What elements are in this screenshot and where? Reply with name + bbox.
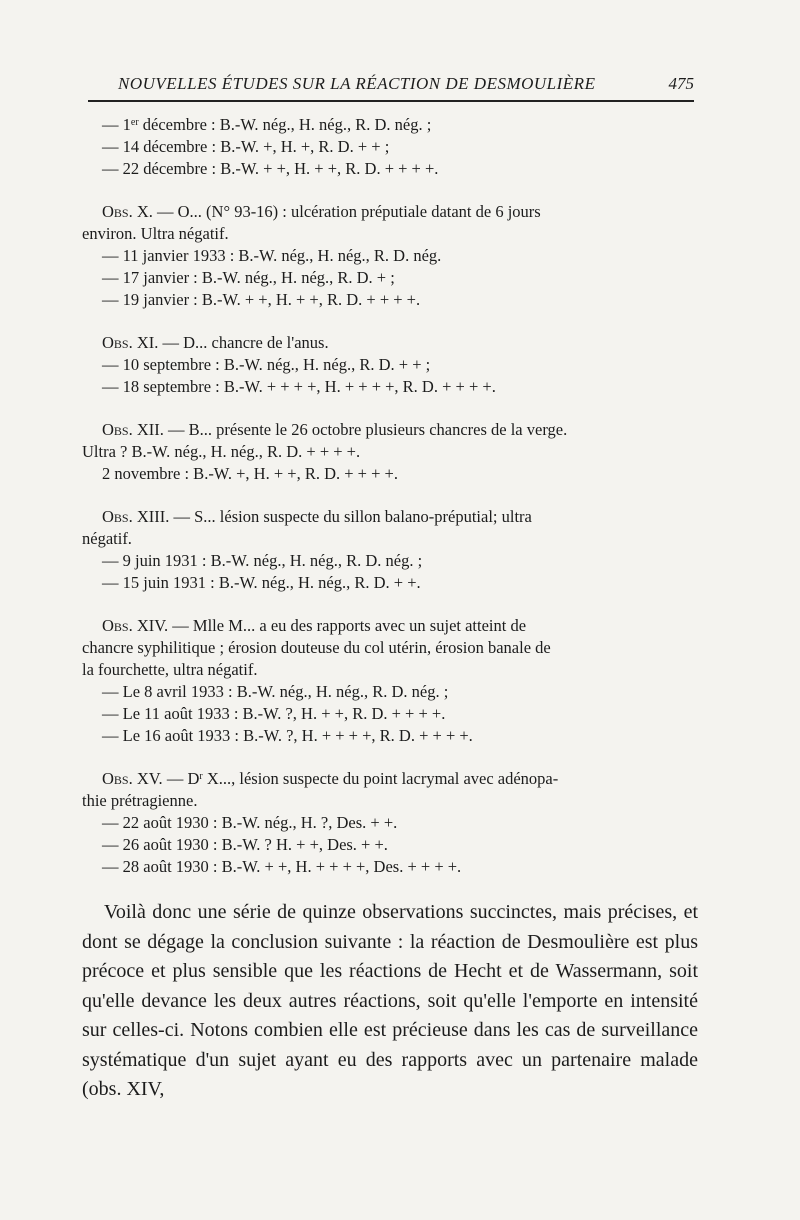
result-line: — 22 décembre : B.-W. + +, H. + +, R. D. + + + +. (102, 159, 439, 178)
observation-label: Obs. XV. (102, 769, 163, 788)
result-line: — 9 juin 1931 : B.-W. nég., H. nég., R. D. nég. ; (102, 551, 423, 570)
result-line: — 18 septembre : B.-W. + + + +, H. + + + +, R. D. + + + +. (102, 377, 496, 396)
observation-intro-cont: négatif. (82, 529, 132, 548)
observations (82, 114, 697, 899)
result-line: — 15 juin 1931 : B.-W. nég., H. nég., R. D. + +. (102, 573, 421, 592)
observation-xiv (82, 615, 697, 747)
observation-intro: Obs. XI. — D... chancre de l'anus. (102, 333, 329, 352)
observation-intro-cont: thie prétragienne. (82, 791, 198, 810)
result-line: — 14 décembre : B.-W. +, H. +, R. D. + + ; (102, 137, 390, 156)
observation-intro: Obs. XV. — $D^r$ X..., lésion suspecte du point lacrymal avec adénopa- (102, 769, 559, 788)
observation-label: Obs. XI. (102, 333, 159, 352)
result-line: — 19 janvier : B.-W. + +, H. + +, R. D. + + + +. (102, 290, 421, 309)
observation-intro: Obs. XIV. — Mlle M... a eu des rapports avec un sujet atteint de (102, 616, 527, 635)
observation-x (82, 201, 697, 311)
conclusion-paragraph: Voilà donc une série de quinze observations succinctes, mais précises, et dont se dégage la conclusion suivante : la réaction de Desmoulière est plus précoce et plus sensible que les réactions de Hecht et de Wassermann, soit qu'elle devance les deux autres réactions, soit qu'elle l'emporte en intensité sur celles-ci. Notons combien elle est précieuse dans les cas de surveillance systématique d'un sujet ayant eu des rapports avec un partenaire malade (obs. XIV, (82, 901, 698, 1100)
observation-intro-cont: chancre syphilitique ; érosion douteuse du col utérin, érosion banale de (82, 638, 551, 657)
observation-intro-cont: la fourchette, ultra négatif. (82, 660, 258, 679)
observation-intro-cont: environ. Ultra négatif. (82, 224, 229, 243)
result-line: — Le 16 août 1933 : B.-W. ?, H. + + + +, R. D. + + + +. (102, 726, 473, 745)
observation-intro: Obs. XII. — B... présente le 26 octobre plusieurs chancres de la verge. (102, 420, 568, 439)
observation-intro: Obs. XIII. — S... lésion suspecte du sillon balano-préputial; ultra (102, 507, 532, 526)
observation-intro: Obs. X. — O... (N° 93-16) : ulcération préputiale datant de 6 jours (102, 202, 541, 221)
result-line: — 1er décembre : B.-W. nég., H. nég., R. D. nég. ; (102, 115, 432, 134)
observation-xii (82, 419, 697, 485)
observation-label: Obs. XIV. (102, 616, 169, 635)
observation-xi (82, 332, 697, 398)
observation-label: Obs. XIII. (102, 507, 170, 526)
result-line: — 26 août 1930 : B.-W. ? H. + +, Des. + +. (102, 835, 388, 854)
observation-label: Obs. XII. (102, 420, 164, 439)
result-line: — 22 août 1930 : B.-W. nég., H. ?, Des. + +. (102, 813, 398, 832)
page-number: 475 (668, 74, 694, 93)
observation-intro-cont: Ultra ? B.-W. nég., H. nég., R. D. + + + +. (82, 442, 361, 461)
result-line: — Le 8 avril 1933 : B.-W. nég., H. nég., R. D. nég. ; (102, 682, 449, 701)
result-line: — 10 septembre : B.-W. nég., H. nég., R. D. + + ; (102, 355, 431, 374)
observation-intro-cont: 2 novembre : B.-W. +, H. + +, R. D. + + + +. (102, 464, 398, 483)
result-line: — Le 11 août 1933 : B.-W. ?, H. + +, R. D. + + + +. (102, 704, 446, 723)
observation-xv (82, 768, 697, 878)
observation-label: Obs. X. (102, 202, 153, 221)
result-line: — 28 août 1930 : B.-W. + +, H. + + + +, Des. + + + +. (102, 857, 462, 876)
body-text (82, 898, 698, 1105)
page-header (88, 70, 694, 102)
observation-ix-continued (82, 114, 697, 180)
result-line: — 11 janvier 1933 : B.-W. nég., H. nég., R. D. nég. (102, 246, 442, 265)
result-line: — 17 janvier : B.-W. nég., H. nég., R. D. + ; (102, 268, 395, 287)
observation-xiii (82, 506, 697, 594)
running-title: NOUVELLES ÉTUDES SUR LA RÉACTION DE DESMOULIÈRE (118, 74, 596, 93)
